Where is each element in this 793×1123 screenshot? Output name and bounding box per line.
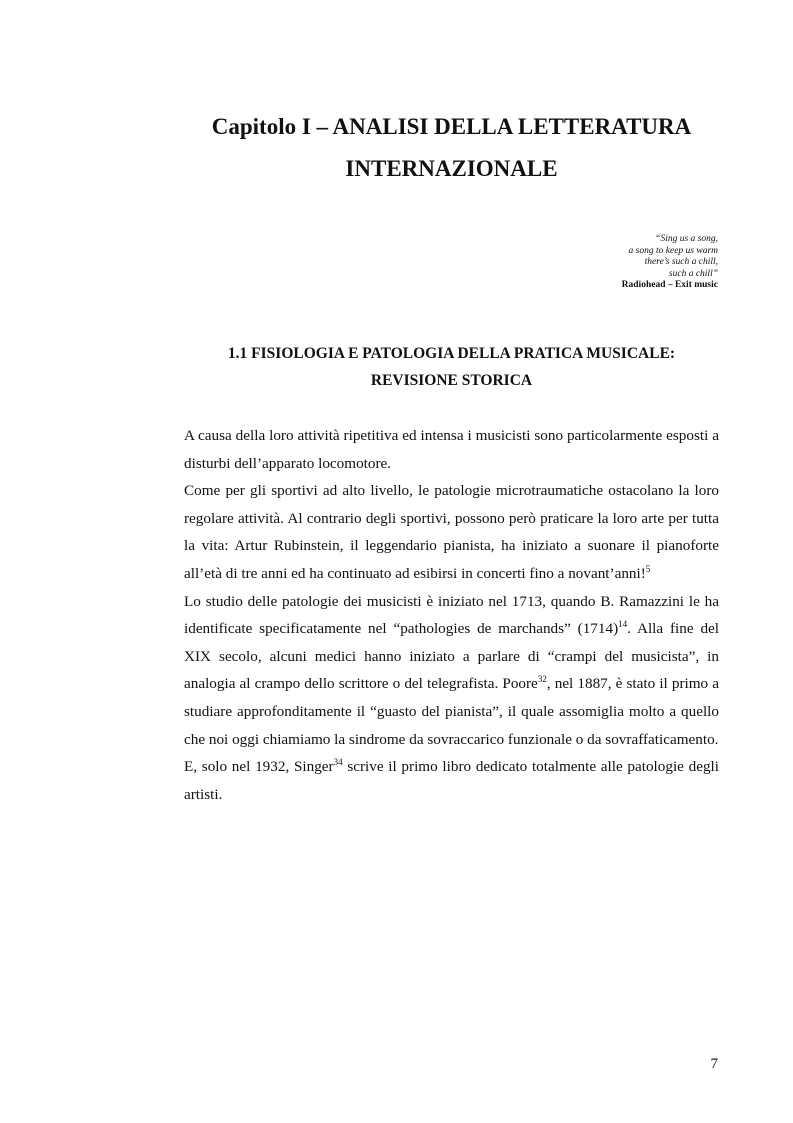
paragraph-text: scrive il primo libro dedicato totalmente alle patologie degli artisti. <box>184 758 719 803</box>
section-heading <box>184 340 719 394</box>
chapter-title-line-2: INTERNAZIONALE <box>345 156 558 181</box>
footnote-ref: 5 <box>645 563 651 574</box>
epigraph-line: there’s such a chill, <box>644 257 718 267</box>
epigraph <box>622 234 718 292</box>
paragraph <box>184 477 719 587</box>
section-heading-line-1: 1.1 FISIOLOGIA E PATOLOGIA DELLA PRATICA MUSICALE: <box>227 345 676 362</box>
section-heading-line-2: REVISIONE STORICA <box>370 372 533 389</box>
chapter-title <box>130 106 773 190</box>
paragraph-text: . Alla fine del XIX secolo, alcuni medici hanno iniziato a parlare di “crampi del musicista”, in analogia al crampo dello scrittore o del telegrafista. Poore <box>184 620 719 693</box>
paragraph-text: , nel 1887, è stato il primo a studiare approfonditamente il “guasto del pianista”, il quale assomiglia molto a quello che noi oggi chiamiamo la sindrome da sovraccarico funzionale o da sovraffaticamento. <box>184 675 719 748</box>
footnote-ref: 32 <box>537 674 547 685</box>
paragraph <box>184 588 719 754</box>
paragraph-text: Lo studio delle patologie dei musicisti è iniziato nel 1713, quando B. Ramazzini le ha identificate specificatamente nel “pathologies de marchands” (1714) <box>184 592 719 638</box>
chapter-title-line-1: Capitolo I – ANALISI DELLA LETTERATURA <box>211 114 692 139</box>
epigraph-line: such a chill” <box>668 268 718 279</box>
paragraph <box>184 422 719 477</box>
paragraph <box>184 753 719 808</box>
body-text <box>184 422 719 808</box>
epigraph-line: a song to keep us warm <box>628 245 718 256</box>
epigraph-attribution: Radiohead – Exit music <box>621 280 718 290</box>
footnote-ref: 34 <box>333 757 343 768</box>
paragraph-text: E, solo nel 1932, Singer <box>184 758 334 776</box>
paragraph-text: A causa della loro attività ripetitiva ed intensa i musicisti sono particolarmente esposti a disturbi dell’apparato locomotore. <box>184 427 719 472</box>
epigraph-line: “Sing us a song, <box>655 234 718 244</box>
page-number: 7 <box>710 1056 718 1072</box>
paragraph-text: Come per gli sportivi ad alto livello, le patologie microtraumatiche ostacolano la loro regolare attività. Al contrario degli sportivi, possono però praticare la loro arte per tutta la vita: Artur Rubinstein, il leggendario pianista, ha iniziato a suonare il pianoforte all’età di tre anni ed ha continuato ad esibirsi in concerti fino a novant’anni! <box>184 482 719 582</box>
footnote-ref: 14 <box>618 619 628 630</box>
